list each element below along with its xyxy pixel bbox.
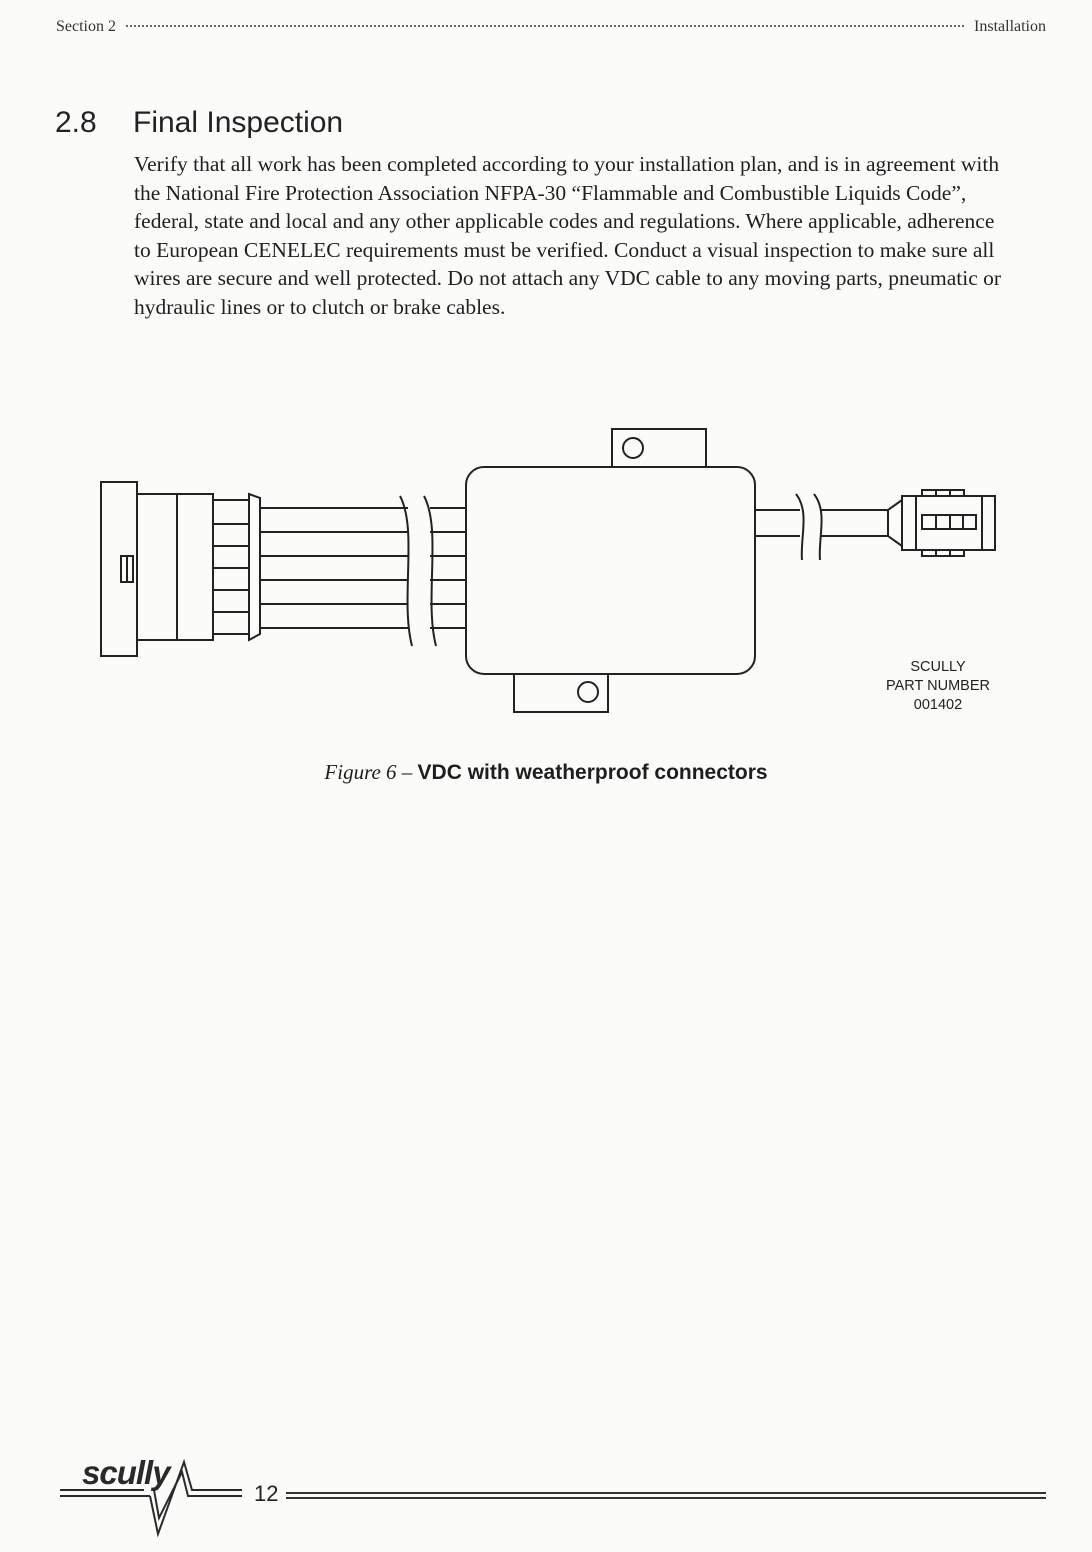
- page-number: 12: [254, 1481, 279, 1506]
- figure-label: Figure 6: [324, 760, 397, 784]
- scully-logo: [56, 1450, 246, 1542]
- section-number: 2.8: [55, 106, 97, 139]
- header-section: Section 2: [56, 18, 116, 35]
- page-footer: [56, 1450, 1046, 1550]
- vdc-body: [466, 429, 755, 712]
- right-connector: [888, 490, 995, 556]
- part-label-title: PART NUMBER: [886, 678, 990, 694]
- section-body: Verify that all work has been completed according to your installation plan, and is in agreement with the National Fire Protection Association NFPA-30 “Flammable and Combustible Liquids Code”, federal, state and local and any other applicable codes and regulations. Where applicable, adherence to European CENELEC requirements must be verified. Conduct a visual inspection to make sure all wires are secure and well protected. Do not attach any VDC cable to any moving parts, pneumatic or hydraulic lines or to clutch or brake cables.: [134, 152, 1002, 319]
- footer-rule: [286, 1492, 1046, 1499]
- part-label-brand: SCULLY: [910, 659, 966, 675]
- wire-bundle: [260, 496, 466, 646]
- figure-title: VDC with weatherproof connectors: [417, 761, 768, 784]
- header-chapter: Installation: [974, 18, 1046, 35]
- part-number-label: [860, 658, 1016, 715]
- page-header: [56, 18, 1046, 42]
- header-dot-leader: [126, 25, 964, 27]
- left-connector: [101, 482, 260, 656]
- figure-caption: [0, 760, 1092, 785]
- logo-text: scully: [82, 1454, 170, 1491]
- section-heading: [55, 106, 343, 140]
- right-cable: [755, 494, 888, 560]
- section-title: Final Inspection: [133, 106, 344, 139]
- part-label-number: 001402: [913, 697, 963, 713]
- figure-dash: –: [396, 760, 418, 784]
